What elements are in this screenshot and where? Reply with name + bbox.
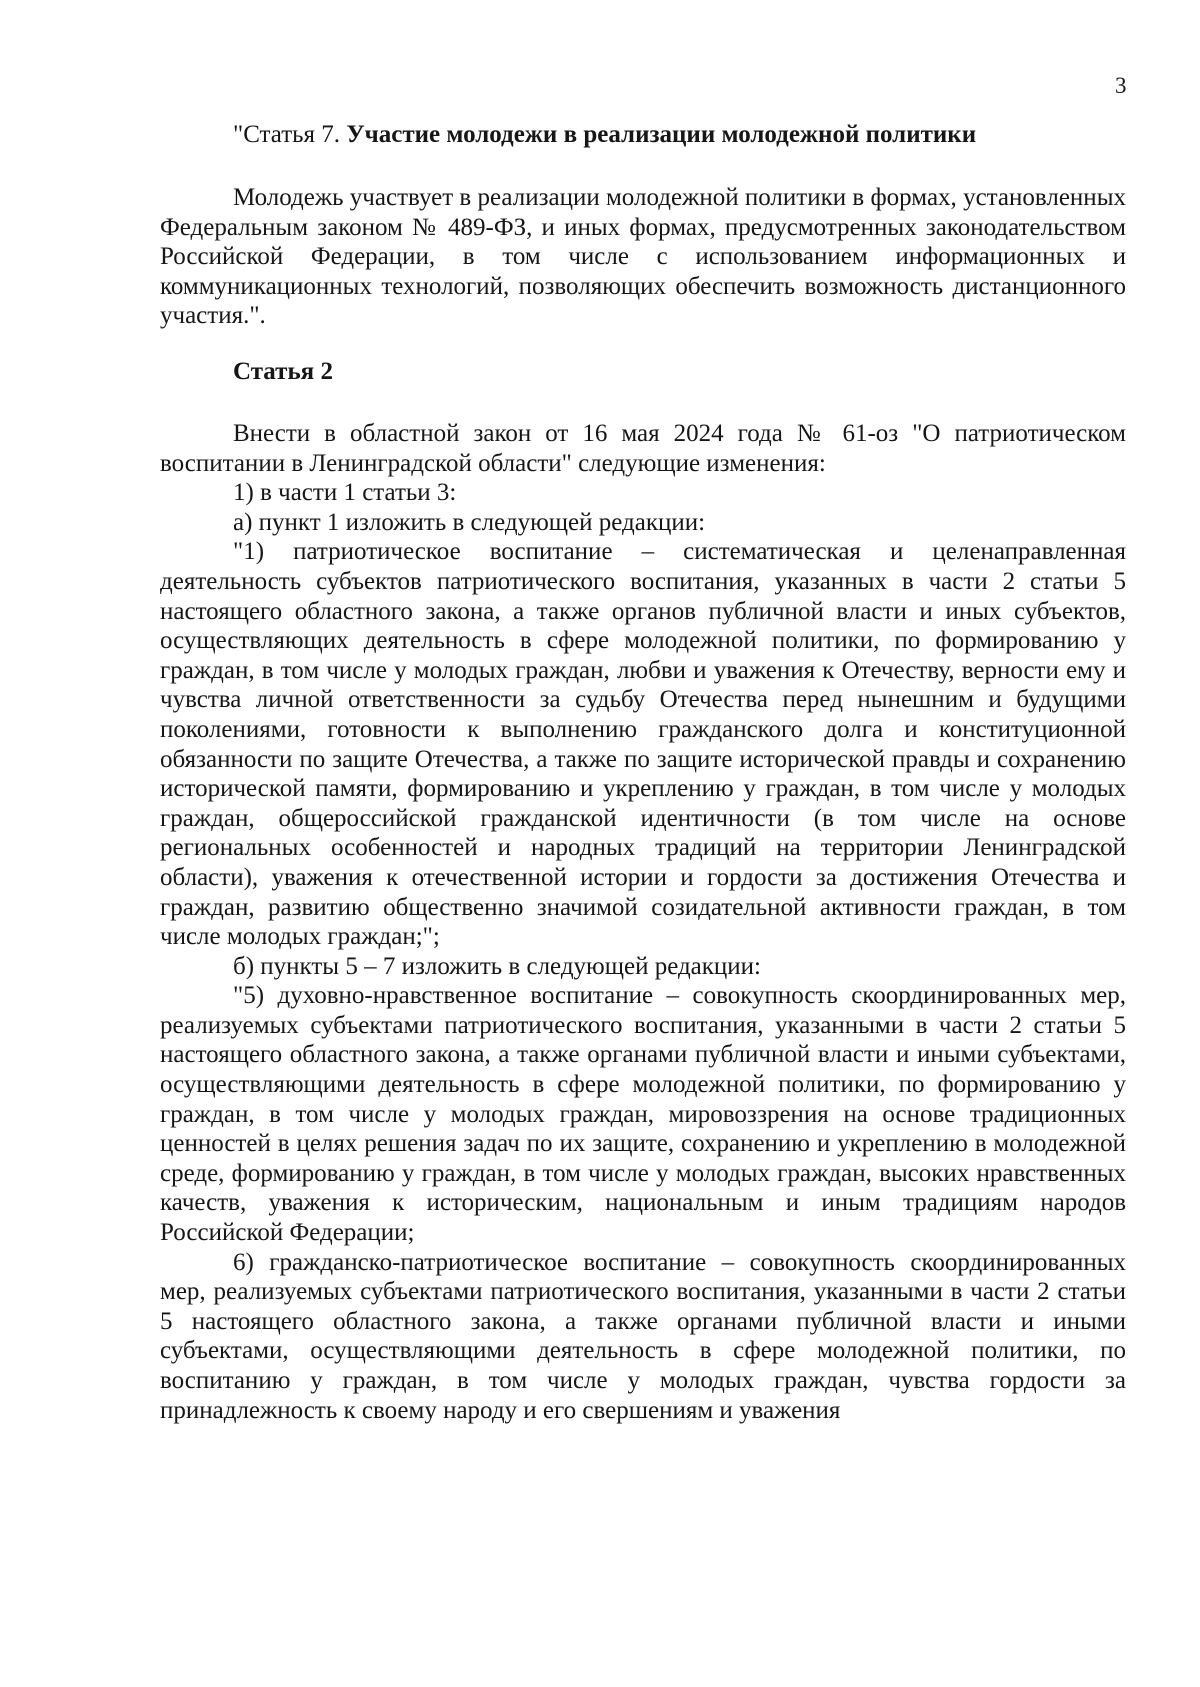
paragraph-item-b: б) пункты 5 – 7 изложить в следующей редакции: xyxy=(233,952,762,980)
article-7-prefix: "Статья 7. xyxy=(233,121,347,148)
article-2-heading: Статья 2 xyxy=(233,358,333,385)
page-number: 3 xyxy=(1115,73,1127,98)
paragraph-definition-6: 6) гражданско-патриотическое воспитание – совокупность скоординированных мер, реализуемых субъектами патриотического воспитания, указанными в части 2 статьи 5 настоящего областного закона, а также органами публичной власти и иными субъектами, осуществляющими деятельность в сфере молодежной политики, по воспитанию у граждан, в том числе у молодых граждан, чувства гордости за принадлежность к своему народу и его свершениям и уважения xyxy=(160,1248,1126,1424)
article-7-paragraph: Молодежь участвует в реализации молодежной политики в формах, установленных Федеральным законом № 489-ФЗ, и иных формах, предусмотренных законодательством Российской Федерации, в том числе с использованием информационных и коммуникационных технологий, позволяющих обеспечить возможность дистанционного участия.". xyxy=(160,184,1126,330)
article-7-title xyxy=(233,120,976,150)
paragraph-definition-5: "5) духовно-нравственное воспитание – совокупность скоординированных мер, реализуемых субъектами патриотического воспитания, указанными в части 2 статьи 5 настоящего областного закона, а также органами публичной власти и иными субъектами, осуществляющими деятельность в сфере молодежной политики, по формированию у граждан, в том числе у молодых граждан, мировоззрения на основе традиционных ценностей в целях решения задач по их защите, сохранению и укреплению в молодежной среде, формированию у граждан, в том числе у молодых граждан, высоких нравственных качеств, уважения к историческим, национальным и иным традициям народов Российской Федерации; xyxy=(160,982,1126,1247)
article-7-title-text: Участие молодежи в реализации молодежной политики xyxy=(346,121,977,148)
article-7-body xyxy=(160,183,1126,331)
paragraph-definition-1: "1) патриотическое воспитание – систематическая и целенаправленная деятельность субъектов патриотического воспитания, указанных в части 2 статьи 5 настоящего областного закона, а также органов публичной власти и иных субъектов, осуществляющих деятельность в сфере молодежной политики, по формированию у граждан, в том числе у молодых граждан, любви и уважения к Отечеству, верности ему и чувства личной ответственности за судьбу Отечества перед нынешним и будущими поколениями, готовности к выполнению гражданского долга и конституционной обязанности по защите Отечества, а также по защите исторической правды и сохранению исторической памяти, формированию и укреплению у граждан, в том числе у молодых граждан, общероссийской гражданской идентичности (в том числе на основе региональных особенностей и народных традиций на территории Ленинградской области), уважения к отечественной истории и гордости за достижения Отечества и граждан, развитию общественно значимой созидательной активности граждан, в том числе молодых граждан;"; xyxy=(160,538,1126,951)
article-2-body xyxy=(160,419,1126,1425)
paragraph-item-a: а) пункт 1 изложить в следующей редакции: xyxy=(233,508,706,536)
paragraph-item-1: 1) в части 1 статьи 3: xyxy=(233,479,457,507)
paragraph-intro: Внести в областной закон от 16 мая 2024 года № 61-оз "О патриотическом воспитании в Ленинградской области" следующие изменения: xyxy=(160,420,1126,477)
